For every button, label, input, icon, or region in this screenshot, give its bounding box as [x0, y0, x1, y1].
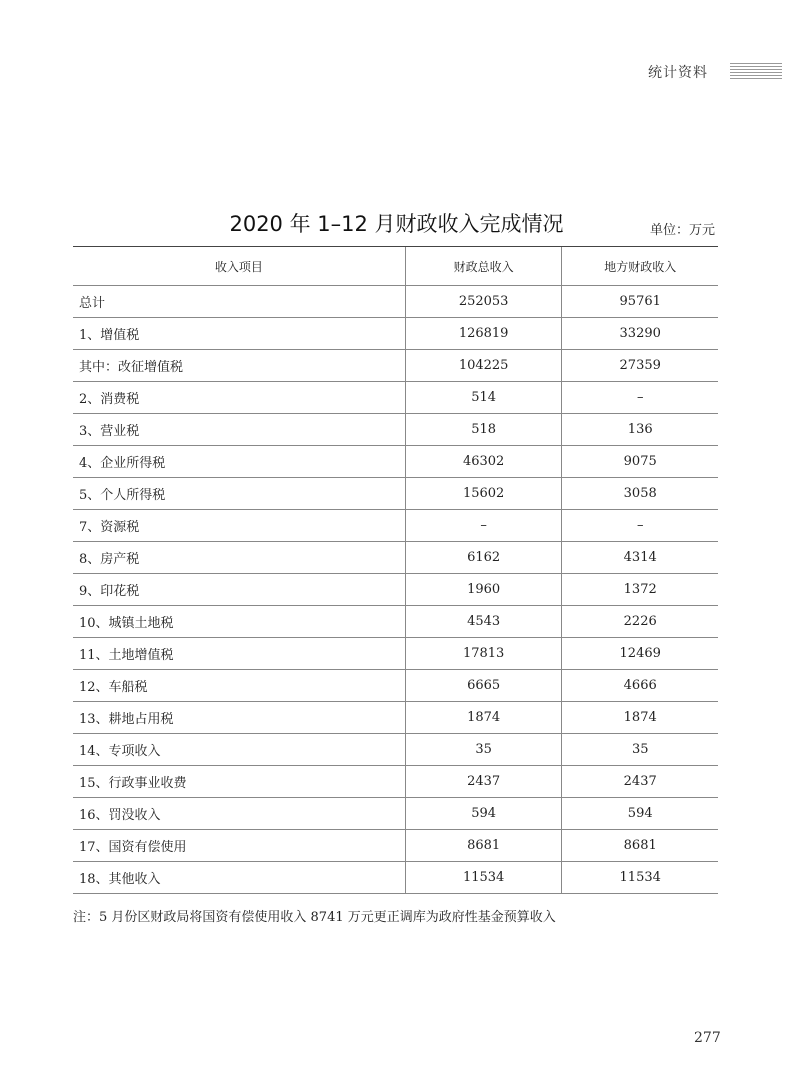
table-row — [73, 574, 718, 606]
row-total-revenue: 518 — [405, 414, 562, 446]
row-total-revenue: 4543 — [405, 606, 562, 638]
row-item-name: 7、资源税 — [73, 510, 405, 542]
page-number: 277 — [694, 1030, 721, 1046]
row-item-name: 13、耕地占用税 — [73, 702, 405, 734]
row-local-revenue: 9075 — [562, 446, 718, 478]
table-row — [73, 478, 718, 510]
row-item-name: 14、专项收入 — [73, 734, 405, 766]
row-local-revenue: 8681 — [562, 830, 718, 862]
row-local-revenue: 2437 — [562, 766, 718, 798]
row-total-revenue: 6665 — [405, 670, 562, 702]
table-body — [73, 286, 718, 894]
row-local-revenue: – — [562, 382, 718, 414]
table-title: 2020 年 1–12 月财政收入完成情况 — [229, 212, 564, 236]
footnote: 注：5 月份区财政局将国资有偿使用收入 8741 万元更正调库为政府性基金预算收入 — [73, 910, 556, 925]
row-local-revenue: 12469 — [562, 638, 718, 670]
row-total-revenue: 1874 — [405, 702, 562, 734]
row-total-revenue: 17813 — [405, 638, 562, 670]
table-row — [73, 286, 718, 318]
table-row — [73, 446, 718, 478]
row-total-revenue: 35 — [405, 734, 562, 766]
row-local-revenue: 95761 — [562, 286, 718, 318]
row-item-name: 9、印花税 — [73, 574, 405, 606]
row-local-revenue: 136 — [562, 414, 718, 446]
row-total-revenue: 15602 — [405, 478, 562, 510]
row-item-name: 11、土地增值税 — [73, 638, 405, 670]
row-local-revenue: 1372 — [562, 574, 718, 606]
row-item-name: 16、罚没收入 — [73, 798, 405, 830]
row-item-name: 17、国资有偿使用 — [73, 830, 405, 862]
row-item-name: 10、城镇土地税 — [73, 606, 405, 638]
row-item-name: 2、消费税 — [73, 382, 405, 414]
revenue-table — [73, 246, 718, 894]
row-item-name: 4、企业所得税 — [73, 446, 405, 478]
column-header-total-revenue: 财政总收入 — [405, 247, 562, 286]
table-row — [73, 382, 718, 414]
row-local-revenue: 35 — [562, 734, 718, 766]
row-local-revenue: – — [562, 510, 718, 542]
row-total-revenue: 104225 — [405, 350, 562, 382]
row-local-revenue: 11534 — [562, 862, 718, 894]
row-item-name: 8、房产税 — [73, 542, 405, 574]
row-total-revenue: 2437 — [405, 766, 562, 798]
row-total-revenue: 594 — [405, 798, 562, 830]
row-item-name: 15、行政事业收费 — [73, 766, 405, 798]
table-row — [73, 670, 718, 702]
row-local-revenue: 33290 — [562, 318, 718, 350]
row-local-revenue: 4314 — [562, 542, 718, 574]
table-row — [73, 606, 718, 638]
row-total-revenue: 6162 — [405, 542, 562, 574]
row-item-name: 其中：改征增值税 — [73, 350, 405, 382]
table-row — [73, 542, 718, 574]
table-row — [73, 638, 718, 670]
row-total-revenue: – — [405, 510, 562, 542]
row-item-name: 总计 — [73, 286, 405, 318]
row-item-name: 12、车船税 — [73, 670, 405, 702]
row-total-revenue: 46302 — [405, 446, 562, 478]
column-header-item: 收入项目 — [73, 247, 405, 286]
row-total-revenue: 126819 — [405, 318, 562, 350]
row-item-name: 18、其他收入 — [73, 862, 405, 894]
table-row — [73, 702, 718, 734]
row-total-revenue: 1960 — [405, 574, 562, 606]
row-local-revenue: 594 — [562, 798, 718, 830]
row-total-revenue: 252053 — [405, 286, 562, 318]
unit-label: 单位：万元 — [650, 223, 716, 238]
row-local-revenue: 27359 — [562, 350, 718, 382]
row-total-revenue: 8681 — [405, 830, 562, 862]
row-local-revenue: 2226 — [562, 606, 718, 638]
table-row — [73, 766, 718, 798]
row-local-revenue: 1874 — [562, 702, 718, 734]
table-row — [73, 830, 718, 862]
row-item-name: 5、个人所得税 — [73, 478, 405, 510]
table-row — [73, 350, 718, 382]
table-row — [73, 862, 718, 894]
row-local-revenue: 3058 — [562, 478, 718, 510]
table-row — [73, 798, 718, 830]
row-item-name: 3、营业税 — [73, 414, 405, 446]
header-decoration-lines — [730, 63, 782, 81]
table-row — [73, 318, 718, 350]
row-item-name: 1、增值税 — [73, 318, 405, 350]
row-local-revenue: 4666 — [562, 670, 718, 702]
section-header: 统计资料 — [648, 65, 708, 81]
row-total-revenue: 514 — [405, 382, 562, 414]
table-row — [73, 734, 718, 766]
column-header-local-revenue: 地方财政收入 — [562, 247, 718, 286]
table-header-row — [73, 247, 718, 286]
table-row — [73, 414, 718, 446]
table-row — [73, 510, 718, 542]
row-total-revenue: 11534 — [405, 862, 562, 894]
